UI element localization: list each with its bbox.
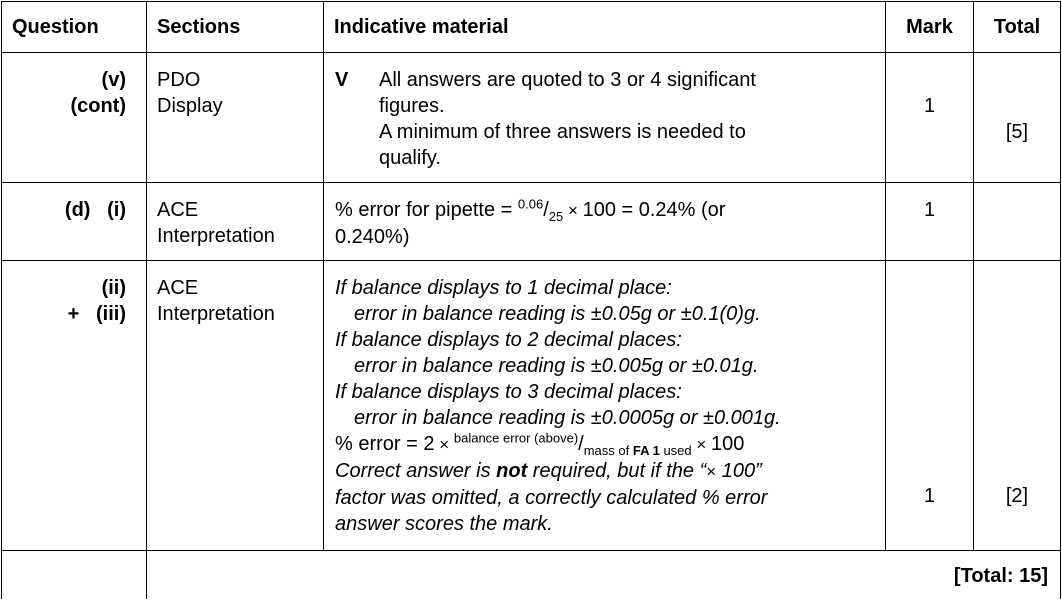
question-label: (cont) (70, 95, 126, 117)
question-label: (v) (101, 69, 126, 91)
mark-scheme-table (1, 1, 1061, 599)
indicative-text: If balance displays to 2 decimal places: (335, 329, 682, 351)
question-cell (2, 261, 147, 551)
indicative-text: If balance displays to 3 decimal places: (335, 381, 682, 403)
indicative-text: error in balance reading is ±0.05g or ±0.1(0)g. (354, 303, 761, 325)
question-cell (2, 53, 147, 183)
header-question: Question (2, 2, 147, 53)
indicative-text: error in balance reading is ±0.0005g or ±0.001g. (354, 407, 781, 429)
indicative-cell (324, 261, 886, 551)
mark-cell: 1 (886, 53, 974, 183)
formula-line: % error = $2 \times ^{balance error (above)}/_{mass of FA 1 used} \times 100$ (335, 430, 745, 458)
question-label: + (iii) (67, 303, 126, 325)
header-indicative-material: Indicative material (324, 2, 886, 53)
section-label: Display (157, 95, 223, 117)
note-line: answer scores the mark. (335, 513, 553, 535)
section-label: Interpretation (157, 225, 275, 247)
formula-line: % error for pipette = $^{0.06}/_{25} \times 100 = 0.24\%$ (or (335, 196, 726, 224)
question-cell: (d) (i) (2, 183, 147, 261)
header-total: Total (974, 2, 1061, 53)
total-cell: [5] (974, 53, 1061, 183)
total-cell: [2] (974, 261, 1061, 551)
section-label: ACE (157, 199, 199, 221)
table-row (2, 53, 1061, 183)
total-row (2, 551, 1061, 599)
section-label: Interpretation (157, 303, 275, 325)
indicative-text: figures. (379, 95, 445, 117)
question-label: (ii) (101, 277, 126, 299)
note-line: factor was omitted, a correctly calculated % error (335, 487, 768, 509)
section-cell (147, 53, 324, 183)
header-row (2, 2, 1061, 53)
indicative-text: All answers are quoted to 3 or 4 significant (379, 69, 756, 91)
indicative-cell (324, 53, 886, 183)
section-cell (147, 183, 324, 261)
section-label: PDO (157, 69, 201, 91)
mark-cell: 1 (886, 261, 974, 551)
table-row (2, 261, 1061, 551)
table-row (2, 183, 1061, 261)
grand-total: [Total: 15] (147, 551, 1061, 599)
header-mark: Mark (886, 2, 974, 53)
indicative-text: A minimum of three answers is needed to (379, 121, 746, 143)
indicative-cell (324, 183, 886, 261)
total-cell (974, 183, 1061, 261)
criterion-letter: V (335, 69, 349, 91)
indicative-text: error in balance reading is ±0.005g or ±0.01g. (354, 355, 759, 377)
formula-line: 0.240%) (335, 226, 410, 248)
header-sections: Sections (147, 2, 324, 53)
mark-cell: 1 (886, 183, 974, 261)
note-line: Correct answer is not required, but if the “× 100” (335, 460, 762, 482)
indicative-text: If balance displays to 1 decimal place: (335, 277, 672, 299)
section-cell (147, 261, 324, 551)
empty-cell (2, 551, 147, 599)
indicative-text: qualify. (379, 147, 441, 169)
section-label: ACE (157, 277, 199, 299)
